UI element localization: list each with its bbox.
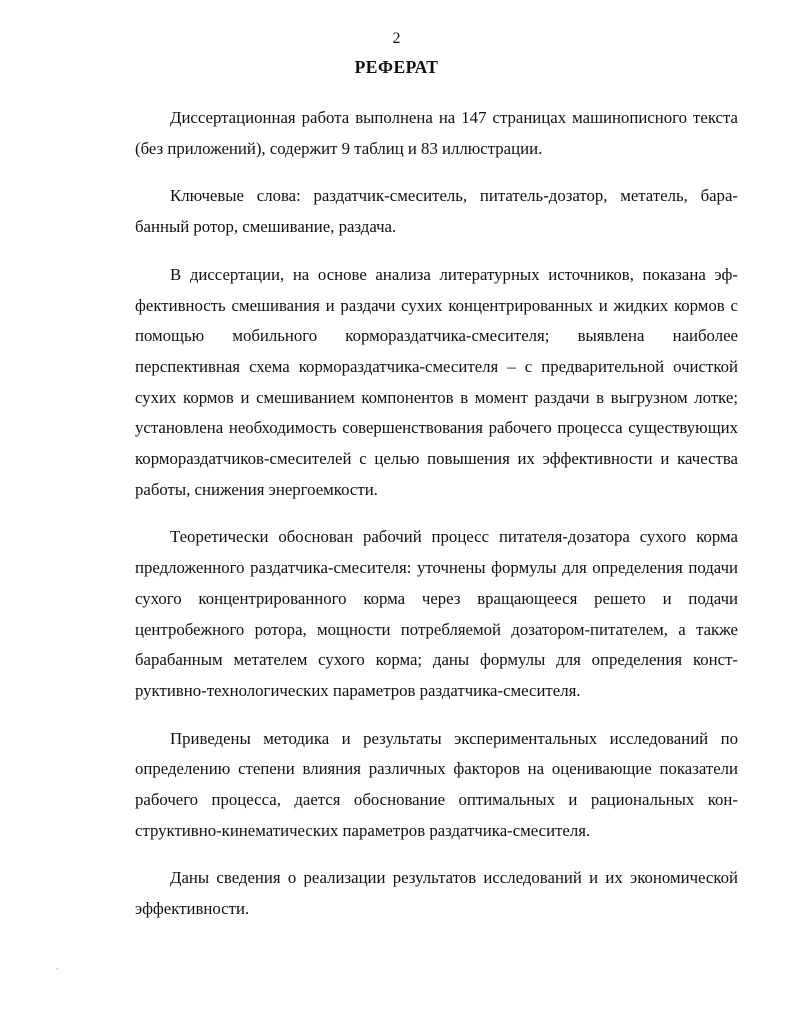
paragraph-experiments: Приведены методика и результаты экспериментальных исследований по определению степени влияния различных факторов на оценивающие показатели рабочего процесса, дается обоснование оптимальных и рациональных конструктивно-кинематических параметров раздатчика-смесителя. — [135, 728, 738, 840]
paragraph-scope: Диссертационная работа выполнена на 147 страницах машинописного текста (без приложений), содержит 9 таблиц и 83 иллюстрации. — [135, 108, 738, 158]
page-title: РЕФЕРАТ — [354, 57, 439, 77]
paragraph-keywords: Ключевые слова: раздатчик-смеситель, питатель-дозатор, метатель, барабанный ротор, смешивание, раздача. — [135, 186, 738, 237]
paragraph-implementation: Даны сведения о реализации результатов исследований и их экономической эффективности. — [135, 868, 738, 919]
page-number: 2 — [392, 30, 401, 47]
scan-speck — [56, 968, 58, 970]
paragraph-theory: Теоретически обоснован рабочий процесс питателя-дозатора сухого корма предложенного раздатчика-смесителя: уточнены формулы для определения подачи сухого концентрированного корма через вращающееся решето и подачи центробежного ротора, мощности потребляемой дозатором-питателем, а также барабанным метателем сухого корма; даны формулы для определения конструктивно-технологических параметров раздатчика-смесителя. — [135, 527, 738, 700]
paragraph-literature-review: В диссертации, на основе анализа литературных источников, показана эффективность смешивания и раздачи сухих концентрированных и жидких кормов с помощью мобильного кормораздатчика-смесителя; выявлена наиболее перспективная схема кормораздатчика-смесителя – с предварительной очисткой сухих кормов и смешиванием компонентов в момент раздачи в выгрузном лотке; установлена необходимость совершенствования рабочего процесса существующих кормораздатчиков-смесителей с целью повышения их эффективности и качества работы, снижения энергоемкости. — [135, 264, 738, 499]
abstract-body — [135, 103, 738, 925]
